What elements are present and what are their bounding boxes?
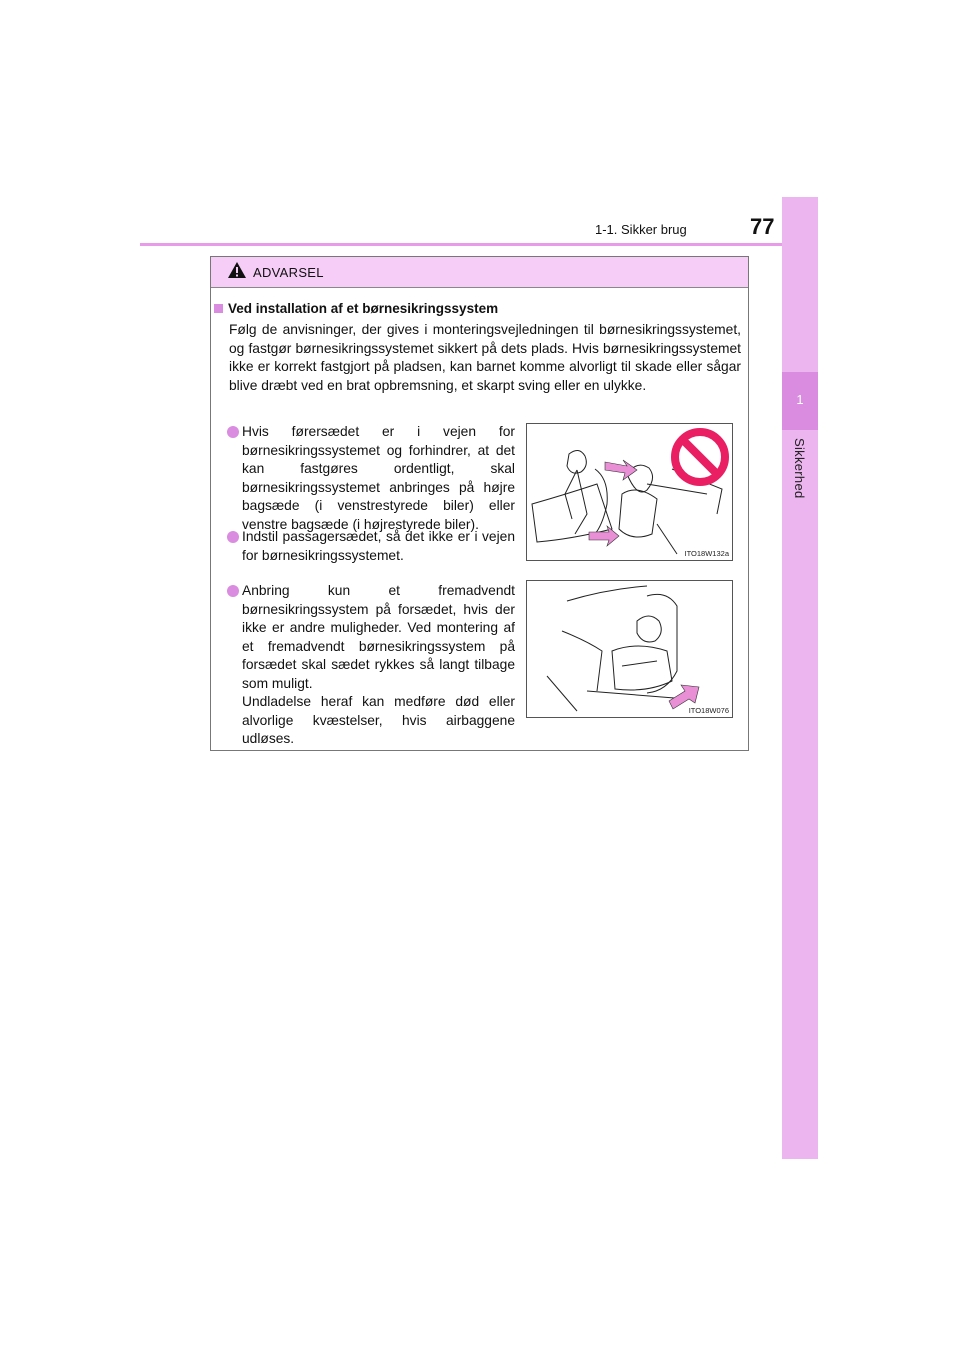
figure-driver-seat-obstruction [526, 423, 733, 561]
bullet-item [229, 582, 515, 749]
page-number: 77 [750, 214, 775, 239]
header-rule [140, 243, 818, 246]
bullet-text-continued: Undladelse heraf kan medføre død eller alvorlige kvæstelser, hvis airbaggene udløses. [242, 694, 515, 746]
bullet-item [229, 423, 515, 534]
bullet-item [229, 528, 515, 565]
figure-caption: ITO18W132a [684, 549, 729, 558]
warning-intro: Følg de anvisninger, der gives i monteringsvejledningen til børnesikringssystemet, og fastgør børnesikringssystemet sikkert på dets plads. Hvis børnesikringssystemet ikke er korrekt fastgjort på pladsen, kan barnet komme alvorligt til skade eller sågar blive dræbt ved en brat opbremsning, et skarpt sving eller en ulykke. [229, 322, 741, 393]
bullet-text: Anbring kun et fremadvendt børnesikringssystem på forsædet, hvis der ikke er andre muligheder. Ved montering af et fremadvendt børnesikringssystem på forsædet skal sædet rykkes så langt tilbage som muligt. [242, 583, 515, 691]
warning-header [211, 257, 748, 288]
section-title: 1-1. Sikker brug [595, 222, 687, 237]
figure-front-seat-moved-back [526, 580, 733, 718]
front-seat-illustration [527, 581, 732, 717]
figure-caption: ITO18W076 [688, 706, 729, 715]
bullet-text: Hvis førersædet er i vejen for børnesikringssystemet og forhindrer, at det kan fastgøres ordentligt, skal børnesikringssystemet anbringes på højre bagsæde (i venstrestyrede biler) eller venstre bagsæde (i højrestyrede biler). [242, 424, 515, 532]
warning-triangle-icon [227, 261, 247, 284]
chapter-number: 1 [796, 392, 804, 407]
warning-heading-text: Ved installation af et børnesikringssystem [228, 301, 499, 316]
circle-bullet-icon [227, 531, 239, 543]
driver-seat-illustration [527, 424, 732, 560]
circle-bullet-icon [227, 585, 239, 597]
bullet-text: Indstil passagersædet, så det ikke er i vejen for børnesikringssystemet. [242, 529, 515, 563]
warning-heading [214, 301, 498, 316]
chapter-side-tab [782, 197, 818, 1159]
warning-label: ADVARSEL [253, 264, 324, 280]
chapter-label: Sikkerhed [792, 438, 807, 499]
warning-box [210, 256, 749, 751]
circle-bullet-icon [227, 426, 239, 438]
prohibition-icon [675, 432, 725, 482]
square-bullet-icon [214, 304, 223, 313]
